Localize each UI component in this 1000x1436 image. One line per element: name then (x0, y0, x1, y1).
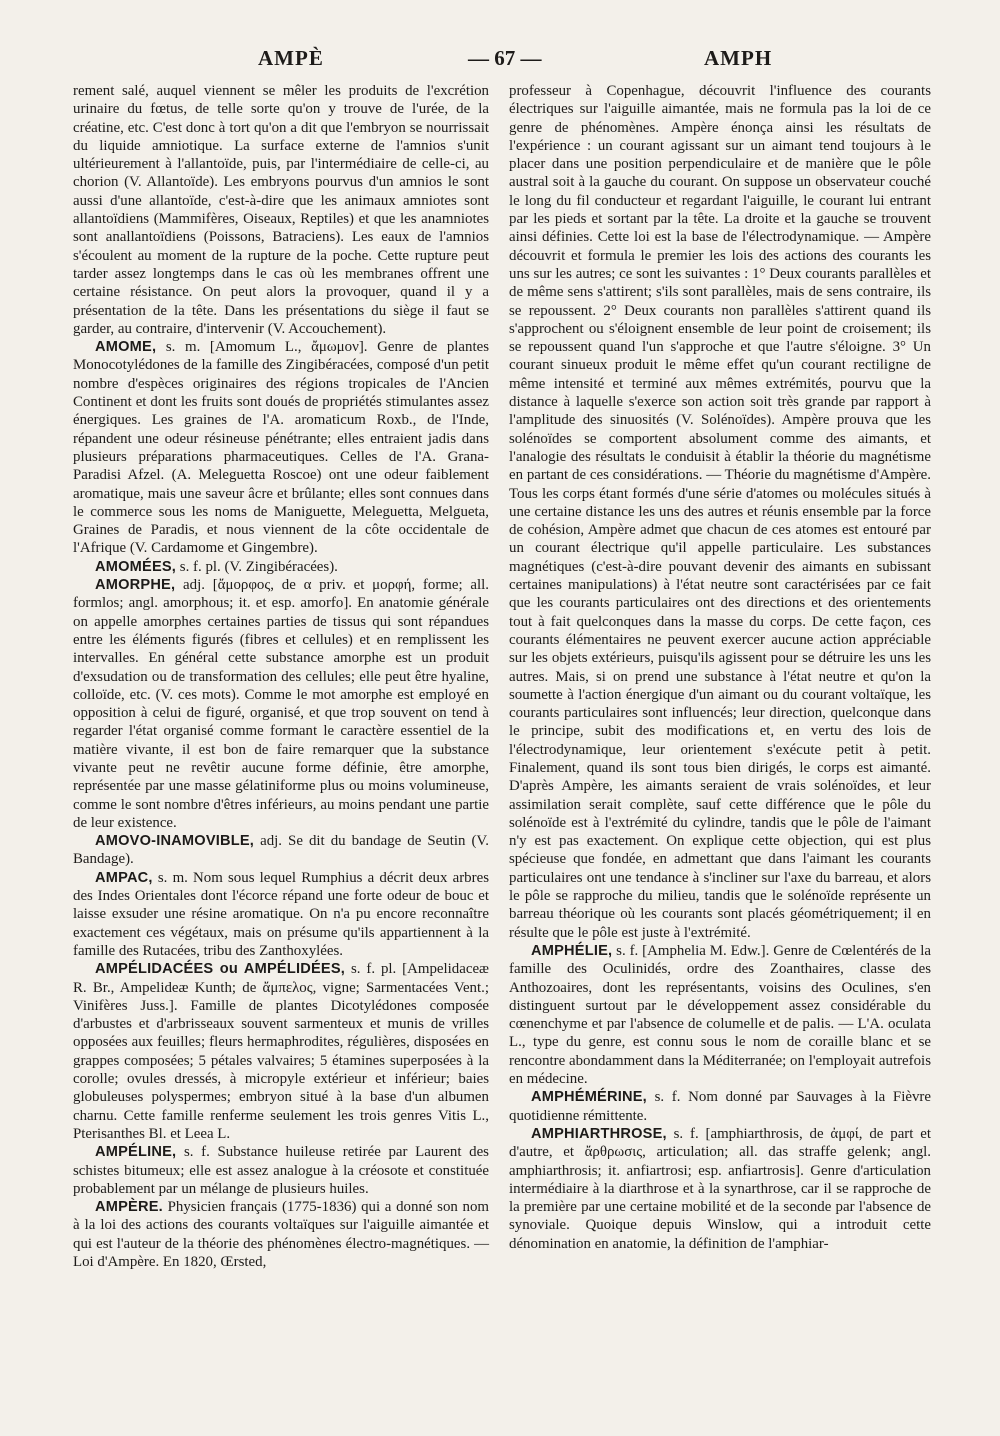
right-column (509, 82, 931, 1253)
header-left-guide-word: AMPÈ (258, 46, 324, 70)
entry-amorphe (73, 576, 489, 832)
entry-headword: AMOMÉES, (95, 558, 177, 575)
entry-ampac (73, 869, 489, 960)
entry-ampelidacees (73, 960, 489, 1143)
running-header (0, 46, 1000, 80)
entry-continuation (73, 82, 489, 338)
entry-headword: AMPHIARTHROSE, (531, 1125, 667, 1142)
entry-continuation (509, 82, 931, 942)
entry-ampeline (73, 1143, 489, 1198)
entry-text: s. m. [Amomum L., ἄμωμον]. Genre de plantes Monocotylédones de la famille des Zingibéracées, composé d'un petit nombre d'espèces originaires des régions tropicales de l'Ancien Continent et dont les fruits sont doués de propriétés stimulantes assez énergiques. Les graines de l'A. aromaticum Roxb., de l'Inde, répandent une odeur résineuse pénétrante; elles entraient jadis dans plusieurs préparations pharmaceutiques. Celles de l'A. Grana-Paradisi Afzel. (A. Meleguetta Roscoe) ont une odeur faiblement aromatique, mais une saveur âcre et brûlante; elles sont connues dans le commerce sous les noms de Maniguette, Meleguetta, Melgueta, Graines de Paradis, et nous viennent de la côte occidentale de l'Afrique (V. Cardamome et Gingembre). (73, 339, 489, 557)
entry-headword: AMPHÉLIE, (531, 942, 613, 959)
entry-text: s. f. Nom donné par Sauvages à la Fièvre quotidienne rémittente. (509, 1089, 931, 1124)
entry-text: adj. [ἄμορφος, de α priv. et μορφή, forme; all. formlos; angl. amorphous; it. et esp. amorfo]. En anatomie générale on appelle amorphes certaines parties de tissus qui sont répandues entre les éléments figurés (fibres et cellules) et en remplissent les intervalles. En général cette substance amorphe est un produit d'exsudation ou de transformation des cellules; elle peut être hyaline, colloïde, etc. (V. ces mots). Comme le mot amorphe est employé en opposition à celui de figuré, organisé, et que trop souvent on tend à regarder l'état organisé comme formant le caractère essentiel de la matière vivante, il est bon de faire remarquer que la substance vivante peut ne revêtir aucune forme définie, être amorphe, représentée par une masse gélatiniforme plus ou moins volumineuse, comme le sont nombre d'êtres inférieurs, au moins pendant une partie de leur existence. (73, 577, 489, 831)
entry-amomees (73, 558, 489, 576)
entry-text: s. f. pl. [Ampelidaceæ R. Br., Ampelideæ Kunth; de ἄμπελος, vigne; Sarmentacées Vent.; Vinifères Juss.]. Famille de plantes Dicotylédones composée d'arbustes et d'arbrisseaux souvent sarmenteux et munis de vrilles opposées aux feuilles; fleurs hermaphrodites, régulières, disposées en grappes composées; 5 pétales valvaires; 5 étamines superposées à la corolle; ovules dressés, à micropyle extérieur et inférieur; baies globuleuses polyspermes; embryon situé à la base d'un albumen charnu. Cette famille renferme seulement les trois genres Vitis L., Pterisanthes Bl. et Leea L. (73, 961, 489, 1142)
entry-text: s. f. [amphiarthrosis, de ἀμφί, de part et d'autre, et ἄρθρωσις, articulation; all. das straffe gelenk; angl. amphiarthrosis; it. anfiartrosi; esp. anfiartrosis]. Genre d'articulation intermédiaire à la diarthrose et à la synarthrose, car il se rapproche de la première par une certaine mobilité et de la seconde par l'absence de synoviale. Quoique depuis Winslow, qui a introduit cette dénomination en anatomie, la définition de l'amphiar- (509, 1125, 931, 1252)
entry-amome (73, 338, 489, 558)
entry-text: s. f. pl. (V. Zingibéracées). (179, 558, 338, 575)
entry-amovo-inamovible (73, 832, 489, 869)
entry-amphemerine (509, 1088, 931, 1125)
entry-text: s. f. Substance huileuse retirée par Laurent des schistes bitumeux; elle est assez analogue à la créosote et constituée probablement par un mélange de plusieurs huiles. (73, 1144, 489, 1197)
entry-headword: AMPAC, (95, 869, 153, 886)
entry-headword: AMORPHE, (95, 577, 176, 594)
page-number: — 67 — (468, 46, 542, 70)
entry-amphelie (509, 942, 931, 1088)
entry-headword: AMOVO-INAMOVIBLE, (95, 833, 255, 850)
entry-text: rement salé, auquel viennent se mêler les produits de l'excrétion urinaire du fœtus, de telle sorte qu'on y trouve de l'urée, de la créatine, etc. C'est donc à tort qu'on a dit que l'embryon se nourrissait du liquide amniotique. La surface externe de l'amnios s'unit ultérieurement à l'allantoïde, puis, par l'intermédiaire de celle-ci, au chorion (V. Allantoïde). Les embryons pourvus d'un amnios le sont aussi d'une allantoïde, c'est-à-dire que les animaux amniotes sont allantoïdiens (Mammifères, Oiseaux, Reptiles) et que les anamniotes sont anallantoïdiens (Poissons, Batraciens). Les eaux de l'amnios s'écoulent au moment de la rupture de la poche. Cette rupture peut tarder assez longtemps dans le cas où les membranes offrent une certaine résistance. On peut alors la provoquer, quand il y a présentation de la tête. Dans les présentations du siège il faut se garder, au contraire, d'intervenir (V. Accouchement). (73, 83, 489, 337)
entry-headword: AMPÈRE. (95, 1199, 163, 1216)
entry-text: s. m. Nom sous lequel Rumphius a décrit deux arbres des Indes Orientales dont l'écorce répand une forte odeur de bouc et laisse exsuder une résine aromatique. On n'a pu encore reconnaître exactement ces végétaux, mais on présume qu'ils appartiennent à la famille des Rutacées, tribu des Zanthoxylées. (73, 869, 489, 959)
entry-text: Physicien français (1775-1836) qui a donné son nom à la loi des actions des courants voltaïques sur l'aiguille aimantée et qui est l'auteur de la théorie des phénomènes électro-magnétiques. — Loi d'Ampère. En 1820, Œrsted, (73, 1199, 489, 1270)
entry-headword: AMPHÉMÉRINE, (531, 1089, 647, 1106)
entry-amphiarthrose (509, 1125, 931, 1253)
header-right-guide-word: AMPH (704, 46, 773, 70)
entry-headword: AMPÉLINE, (95, 1144, 177, 1161)
entry-headword: AMOME, (95, 339, 157, 356)
left-column (73, 82, 489, 1271)
entry-text: s. f. [Amphelia M. Edw.]. Genre de Cœlentérés de la famille des Oculinidés, ordre des Zoanthaires, classe des Anthozoaires, dont les représentants, voisins des Oculines, s'en distinguent surtout par le développement assez considérable du cœnenchyme et par l'absence de columelle et de palis. — L'A. oculata L., type du genre, est connu sous le nom de coraille blanc et se rencontre abondamment dans la Méditerranée; on l'employait autrefois en médecine. (509, 942, 931, 1088)
entry-headword: AMPÉLIDACÉES ou AMPÉLIDÉES, (95, 961, 346, 978)
entry-ampere (73, 1198, 489, 1271)
entry-text: adj. Se dit du bandage de Seutin (V. Bandage). (73, 833, 489, 868)
entry-text: professeur à Copenhague, découvrit l'influence des courants électriques sur l'aiguille aimantée, mais ne formula pas la loi de ce genre de phénomènes. Ampère énonça ainsi les résultats de l'expérience : un courant agissant sur un aimant tend toujours à le placer dans une position perpendiculaire et de manière que le pôle austral soit à la gauche du courant. On suppose un observateur couché le long du fil conducteur et regardant l'aiguille, le courant lui entrant par les pieds et sortant par la tête. La droite et la gauche se trouvent ainsi définies. Cette loi est la base de l'électrodynamique. — Ampère découvrit et formula le premier les lois des actions des courants les uns sur les autres; ce sont les suivantes : 1° Deux courants parallèles et de même sens s'attirent; s'ils sont parallèles, mais de sens contraire, ils se repoussent. 2° Deux courants non parallèles s'attirent quand ils s'approchent ou s'éloignent ensemble de leur point de croisement; ils se repoussent quand l'un s'approche et que l'autre s'éloigne. 3° Un courant sinueux produit le même effet qu'un courant rectiligne de même intensité et terminé aux mêmes extrémités, pourvu que la distance à laquelle s'exerce son action soit très grande par rapport à l'amplitude des sinuosités (V. Solénoïdes). Ampère prouva que les solénoïdes se comportent absolument comme des aimants, et l'analogie des résultats le conduisit à établir la théorie du magnétisme en partant de ces considérations. — Théorie du magnétisme d'Ampère. Tous les corps étant formés d'une série d'atomes ou molécules situés à une certaine distance les uns des autres et réunis ensemble par la force de cohésion, Ampère admet que chacun de ces atomes est entouré par un courant électrique qu'il appelle particulaire. Les substances magnétiques (c'est-à-dire pouvant devenir des aimants en subissant certaines manipulations) à l'état neutre sont caractérisées par ce fait que les courants particulaires ont des directions et des orientements tout à fait quelconques dans la masse du corps. De cette façon, ces courants élémentaires ne peuvent exercer aucune action appréciable sur les objets extérieurs, puisqu'ils agissent pour se détruire les uns les autres. Mais, si on prend une substance à l'état neutre et qu'on la soumette à l'action énergique d'un aimant ou du courant voltaïque, les courants particulaires sont influencés; leur direction, quelconque dans le principe, subit des modifications et, en vertu des lois de l'électrodynamique, leur orientement s'exécute petit à petit. Finalement, quand ils sont tous bien dirigés, le corps est aimanté. D'après Ampère, les aimants seraient de vrais solénoïdes, et leur assimilation serait complète, sauf cette différence que le pôle du solénoïde est à l'extrémité du cylindre, tandis que le pôle de l'aimant n'y est pas exactement. On explique cette objection, qui est plus spécieuse que fondée, en admettant que dans l'aimant les courants particulaires ont une tendance à s'incliner sur l'axe du barreau, et alors le pôle se rapproche du milieu, tandis que le solénoïde représente un barreau théorique où les courants sont placés géométriquement; il en résulte que le pôle est juste à l'extrémité. (509, 83, 931, 941)
